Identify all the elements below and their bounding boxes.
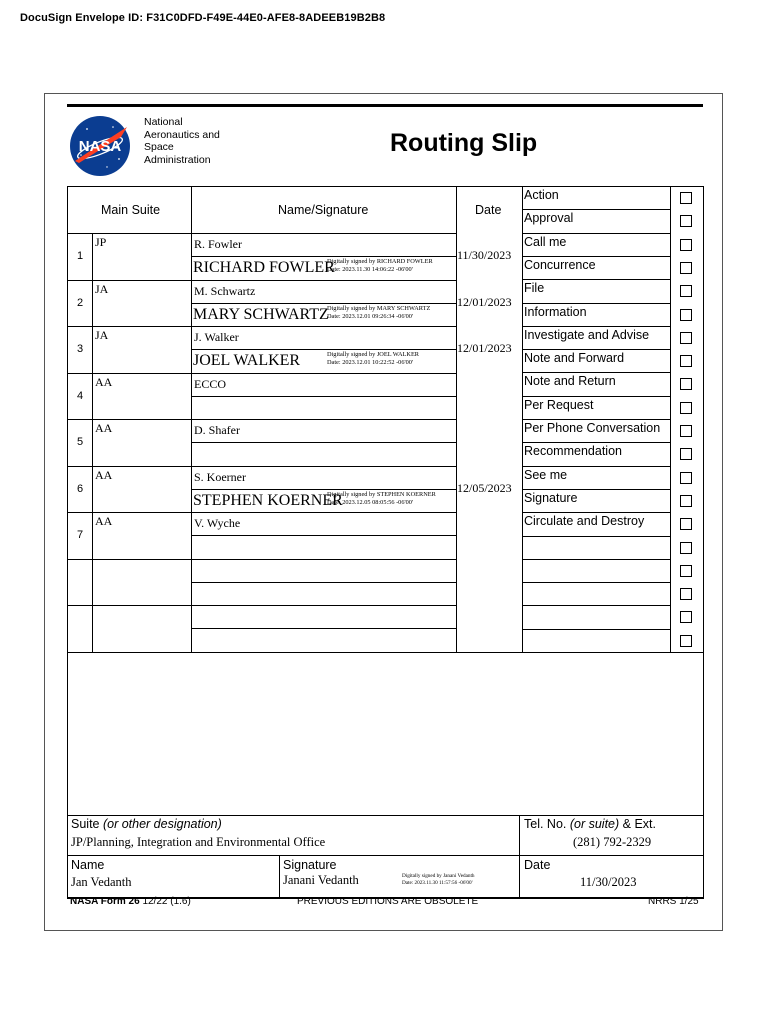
row-number: 3 (77, 343, 84, 355)
col-header-name: Name/Signature (278, 203, 369, 217)
action-divider (522, 536, 670, 537)
stamp-line: Digitally signed by STEPHEN KOERNER (327, 490, 436, 498)
action-label: Signature (524, 490, 578, 505)
action-divider (522, 303, 670, 304)
row-number: 4 (77, 389, 84, 402)
suite-label-italic: (or other designation) (102, 817, 222, 831)
agency-line: National (144, 116, 183, 128)
action-divider (522, 209, 670, 210)
suite-value: JP/Planning, Integration and Environmental Office (71, 835, 326, 849)
stamp-line: Date: 2023.11.30 14:06:22 -06'00' (327, 266, 413, 273)
row-divider (67, 326, 456, 327)
action-checkbox[interactable] (680, 309, 692, 321)
action-divider (522, 605, 670, 606)
row-suite: AA (95, 514, 113, 528)
action-checkbox[interactable] (680, 332, 692, 344)
stamp-line: Digitally signed by RICHARD FOWLER (327, 258, 433, 265)
row-subdivider (191, 349, 456, 350)
agency-line: Space (144, 141, 174, 153)
action-label: Concurrence (524, 257, 596, 272)
action-checkbox[interactable] (680, 192, 692, 204)
row-signature: MARY SCHWARTZ (193, 305, 329, 323)
form-number (70, 896, 191, 907)
page-title: Routing Slip (390, 129, 538, 157)
row-subdivider (191, 303, 456, 304)
date-label: Date (524, 858, 551, 872)
row-subdivider (191, 489, 456, 490)
envelope-id: DocuSign Envelope ID: F31C0DFD-F49E-44E0-AFE8-8ADEEB19B2B8 (20, 12, 386, 24)
action-divider (522, 419, 670, 420)
row-divider (67, 605, 456, 606)
action-divider (522, 489, 670, 490)
tel-value: (281) 792-2329 (573, 835, 652, 849)
row-digital-stamp (327, 351, 419, 367)
agency-name (144, 116, 220, 166)
action-divider (522, 559, 670, 560)
row-subdivider (191, 442, 456, 443)
signature-label: Signature (283, 858, 337, 872)
action-label: Call me (524, 234, 567, 249)
bottom-col-divider (279, 855, 280, 897)
table-left-border (67, 186, 68, 897)
action-checkbox[interactable] (680, 542, 692, 554)
action-label: Note and Return (524, 374, 616, 389)
row-suite: JA (95, 281, 109, 296)
row-suite: JA (95, 328, 109, 342)
name-label: Name (71, 858, 105, 872)
action-label: Recommendation (524, 444, 622, 459)
stamp-line: Digitally signed by Janani Vedanth (402, 873, 475, 879)
tel-label-text: Tel. No. (524, 817, 570, 831)
header-bottom (67, 233, 456, 234)
nrrs-code: NRRS 1/25 (648, 896, 699, 907)
action-label: Investigate and Advise (524, 327, 650, 342)
row-number: 6 (77, 482, 84, 495)
stamp-line: Date: 2023.12.01 09:26:34 -06'00' (327, 312, 414, 320)
row-divider (67, 512, 456, 513)
row-date: 12/01/2023 (457, 341, 512, 355)
action-divider (522, 349, 670, 350)
row-name: D. Shafer (194, 423, 240, 437)
row-digital-stamp (327, 491, 436, 507)
row-divider (67, 466, 456, 467)
action-checkbox[interactable] (680, 448, 692, 460)
action-label: Action (524, 188, 559, 202)
row-divider (67, 373, 456, 374)
form-revision: 12/22 (1.6) (142, 896, 191, 907)
bottom-top (67, 815, 704, 816)
signature-value: Janani Vedanth (283, 873, 359, 887)
row-subdivider (191, 256, 456, 257)
action-checkbox[interactable] (680, 588, 692, 600)
action-checkbox[interactable] (680, 285, 692, 297)
action-label: Circulate and Destroy (524, 514, 645, 529)
row-signature: RICHARD FOWLER (193, 259, 335, 276)
row-number: 7 (77, 529, 84, 541)
action-label: Per Request (524, 397, 594, 412)
row-number: 1 (77, 250, 84, 262)
action-checkbox[interactable] (680, 495, 692, 507)
signature-digital-stamp (402, 873, 475, 886)
stamp-line: Digitally signed by MARY SCHWARTZ (327, 304, 431, 312)
name-value: Jan Vedanth (71, 875, 132, 889)
action-label: Approval (524, 211, 574, 226)
action-checkbox[interactable] (680, 402, 692, 414)
stamp-line: Date: 2023.12.01 10:22:52 -06'00' (327, 359, 414, 366)
row-subdivider (191, 582, 456, 583)
row-divider (67, 419, 456, 420)
row-subdivider (191, 628, 456, 629)
action-checkbox[interactable] (680, 635, 692, 647)
row-divider (67, 559, 456, 560)
suite-label-text: Suite (71, 817, 103, 831)
action-checkbox[interactable] (680, 215, 692, 227)
form-number-bold: NASA Form 26 (70, 896, 140, 907)
tel-label-italic: (or suite) (569, 817, 620, 831)
action-label: File (524, 281, 545, 296)
action-checkbox[interactable] (680, 611, 692, 623)
row-suite: AA (95, 374, 113, 389)
action-divider (522, 582, 670, 583)
nasa-logo (69, 115, 131, 177)
bottom-mid (67, 855, 704, 856)
action-label: See me (524, 467, 568, 482)
action-divider (522, 233, 670, 234)
row-number: 5 (77, 436, 84, 448)
suite-label (71, 817, 222, 831)
logo-wordmark: NASA (78, 138, 122, 155)
action-divider (522, 512, 670, 513)
action-checkbox[interactable] (680, 472, 692, 484)
date-value: 11/30/2023 (580, 875, 637, 889)
row-digital-stamp (327, 305, 430, 321)
row-name: R. Fowler (194, 237, 242, 251)
table-right-border (703, 186, 704, 897)
row-date: 12/05/2023 (457, 480, 512, 495)
action-checkbox[interactable] (680, 239, 692, 251)
agency-line: Aeronautics and (144, 128, 220, 141)
row-suite: JP (95, 235, 107, 249)
action-checkbox[interactable] (680, 262, 692, 274)
action-divider (522, 442, 670, 443)
row-subdivider (191, 535, 456, 536)
row-name: M. Schwartz (194, 283, 256, 298)
row-suite: AA (95, 467, 113, 482)
row-divider (67, 280, 456, 281)
row-name: S. Koerner (194, 469, 246, 484)
tel-label (524, 817, 656, 831)
stamp-line: Date: 2023.12.05 08:05:56 -06'00' (327, 498, 414, 506)
row-date: 11/30/2023 (457, 248, 512, 262)
obsolete-notice: PREVIOUS EDITIONS ARE OBSOLETE (297, 896, 479, 907)
action-label: Per Phone Conversation (524, 421, 661, 435)
row-signature: STEPHEN KOERNER (193, 491, 343, 509)
action-divider (522, 279, 670, 280)
table-top-border (67, 186, 704, 187)
row-suite: AA (95, 421, 113, 435)
action-divider (522, 629, 670, 630)
col-divider (92, 233, 93, 652)
row-name: V. Wyche (194, 516, 241, 530)
row-subdivider (191, 396, 456, 397)
action-label: Note and Forward (524, 351, 625, 366)
action-divider (522, 372, 670, 373)
header-rule (67, 104, 703, 107)
stamp-line: Digitally signed by JOEL WALKER (327, 351, 419, 358)
action-divider (522, 326, 670, 327)
col-header-date: Date (475, 203, 502, 217)
tel-label-ext: & Ext. (619, 817, 657, 831)
action-checkbox[interactable] (680, 518, 692, 530)
stamp-line: Date: 2023.11.30 11:57:56 -06'00' (402, 879, 473, 886)
agency-line: Administration (144, 153, 211, 166)
bottom-col-divider (519, 815, 520, 897)
action-divider (522, 396, 670, 397)
action-divider (522, 466, 670, 467)
action-checkbox[interactable] (680, 425, 692, 437)
action-col-divider (670, 186, 671, 652)
action-checkbox[interactable] (680, 355, 692, 367)
row-divider (67, 652, 456, 653)
row-signature: JOEL WALKER (193, 352, 301, 369)
action-divider (522, 256, 670, 257)
action-label: Information (524, 304, 587, 319)
row-number: 2 (77, 296, 84, 309)
action-checkbox[interactable] (680, 565, 692, 577)
col-header-suite: Main Suite (101, 203, 161, 217)
row-name: ECCO (194, 376, 227, 391)
action-checkbox[interactable] (680, 378, 692, 390)
row-digital-stamp (327, 258, 433, 274)
row-date: 12/01/2023 (457, 294, 512, 309)
row-name: J. Walker (194, 330, 239, 344)
